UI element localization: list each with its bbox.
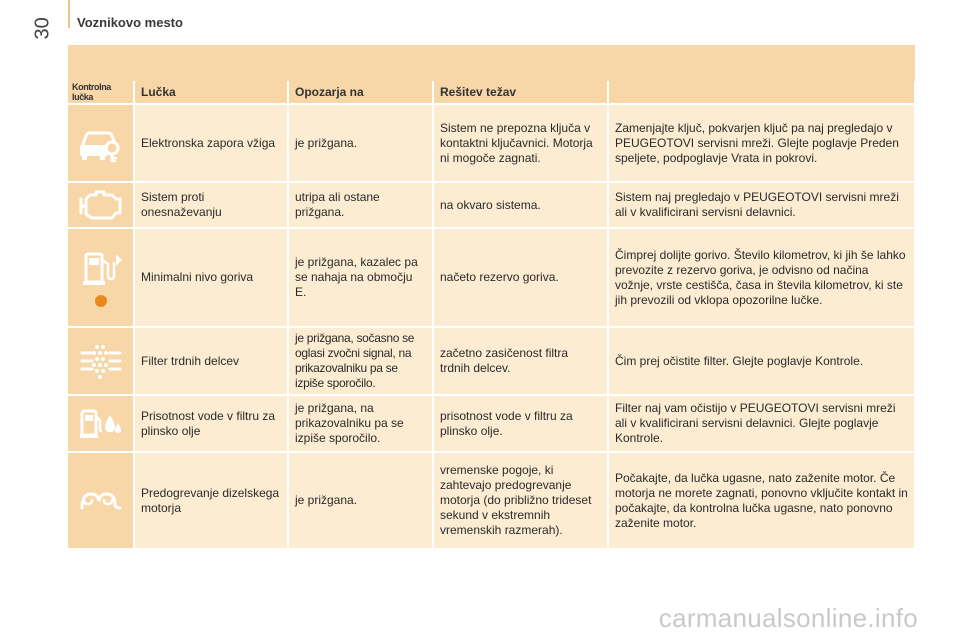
icon-cell	[68, 452, 134, 549]
lamp-solution: Počakajte, da lučka ugasne, nato zaženite motor. Če motorja ne morete zagnati, ponovno vključite kontakt in počakajte, da kontrolna lučka ugasne, nato ponovno zaženite motor.	[608, 452, 915, 549]
lamp-cause: vremenske pogoje, ki zahtevajo predogrevanje motorja (do približno trideset sekund v ekstremnih vremenskih razmerah).	[433, 452, 608, 549]
table-row	[68, 182, 915, 228]
immobiliser-key-icon	[78, 123, 124, 163]
table-header-row	[68, 81, 915, 104]
header-cause: Opozarja na	[288, 81, 433, 104]
lamp-solution: Čimprej dolijte gorivo. Število kilometrov, ki jih še lahko prevozite z rezervo goriva, je odvisno od načina vožnje, vrste cestišča, časa in števila kilometrov, ki ste jih prevozili od vklopa opozorilne lučke.	[608, 228, 915, 327]
lamp-cause: na okvaro sistema.	[433, 182, 608, 228]
header-spacer	[608, 81, 915, 104]
lamp-state: je prižgana.	[288, 104, 433, 182]
glow-plug-icon	[78, 488, 124, 514]
particle-filter-icon	[78, 341, 124, 381]
lamp-state: je prižgana.	[288, 452, 433, 549]
lamp-state: je prižgana, sočasno se oglasi zvočni signal, na prikazovalniku pa se izpiše sporočilo.	[288, 327, 433, 395]
engine-check-icon	[78, 190, 124, 220]
margin-rule	[68, 0, 70, 28]
lamp-name: Filter trdnih delcev	[134, 327, 288, 395]
table-header-band	[68, 45, 915, 81]
lamp-state: je prižgana, na prikazovalniku pa se izpiše sporočilo.	[288, 395, 433, 452]
lamp-solution: Sistem naj pregledajo v PEUGEOTOVI servisni mreži ali v kvalificirani servisni delavnici.	[608, 182, 915, 228]
icon-cell	[68, 395, 134, 452]
header-lamp: Lučka	[134, 81, 288, 104]
page-number: 30	[31, 17, 54, 40]
header-warning-lamp: Kontrolna lučka	[68, 81, 134, 104]
icon-cell	[68, 228, 134, 327]
lamp-cause: Sistem ne prepozna ključa v kontaktni ključavnici. Motorja ni mogoče zagnati.	[433, 104, 608, 182]
lamp-name: Minimalni nivo goriva	[134, 228, 288, 327]
lamp-name: Sistem proti onesnaževanju	[134, 182, 288, 228]
lamp-state: je prižgana, kazalec pa se nahaja na območju E.	[288, 228, 433, 327]
water-in-fuel-icon	[78, 407, 124, 441]
lamp-state: utripa ali ostane prižgana.	[288, 182, 433, 228]
lamp-name: Prisotnost vode v filtru za plinsko olje	[134, 395, 288, 452]
table-row	[68, 327, 915, 395]
table-row	[68, 395, 915, 452]
lamp-name: Elektronska zapora vžiga	[134, 104, 288, 182]
lamp-solution: Filter naj vam očistijo v PEUGEOTOVI servisni mreži ali v kvalificirani servisni delavnici. Glejte poglavje Kontrole.	[608, 395, 915, 452]
table-row	[68, 104, 915, 182]
lamp-cause: začetno zasičenost filtra trdnih delcev.	[433, 327, 608, 395]
header-solution: Rešitev težav	[433, 81, 608, 104]
fuel-pump-icon	[78, 246, 124, 310]
warning-lamps-table	[68, 81, 916, 550]
watermark: carmanualsonline.info	[658, 603, 918, 633]
lamp-name: Predogrevanje dizelskega motorja	[134, 452, 288, 549]
table-row	[68, 228, 915, 327]
lamp-solution: Čim prej očistite filter. Glejte poglavje Kontrole.	[608, 327, 915, 395]
lamp-cause: prisotnost vode v filtru za plinsko olje.	[433, 395, 608, 452]
lamp-cause: načeto rezervo goriva.	[433, 228, 608, 327]
icon-cell	[68, 104, 134, 182]
table-row	[68, 452, 915, 549]
icon-cell	[68, 182, 134, 228]
icon-cell	[68, 327, 134, 395]
lamp-solution: Zamenjajte ključ, pokvarjen ključ pa naj pregledajo v PEUGEOTOVI servisni mreži. Glejte poglavje Preden speljete, podpoglavje Vrata in pokrovi.	[608, 104, 915, 182]
section-title: Voznikovo mesto	[77, 15, 183, 30]
